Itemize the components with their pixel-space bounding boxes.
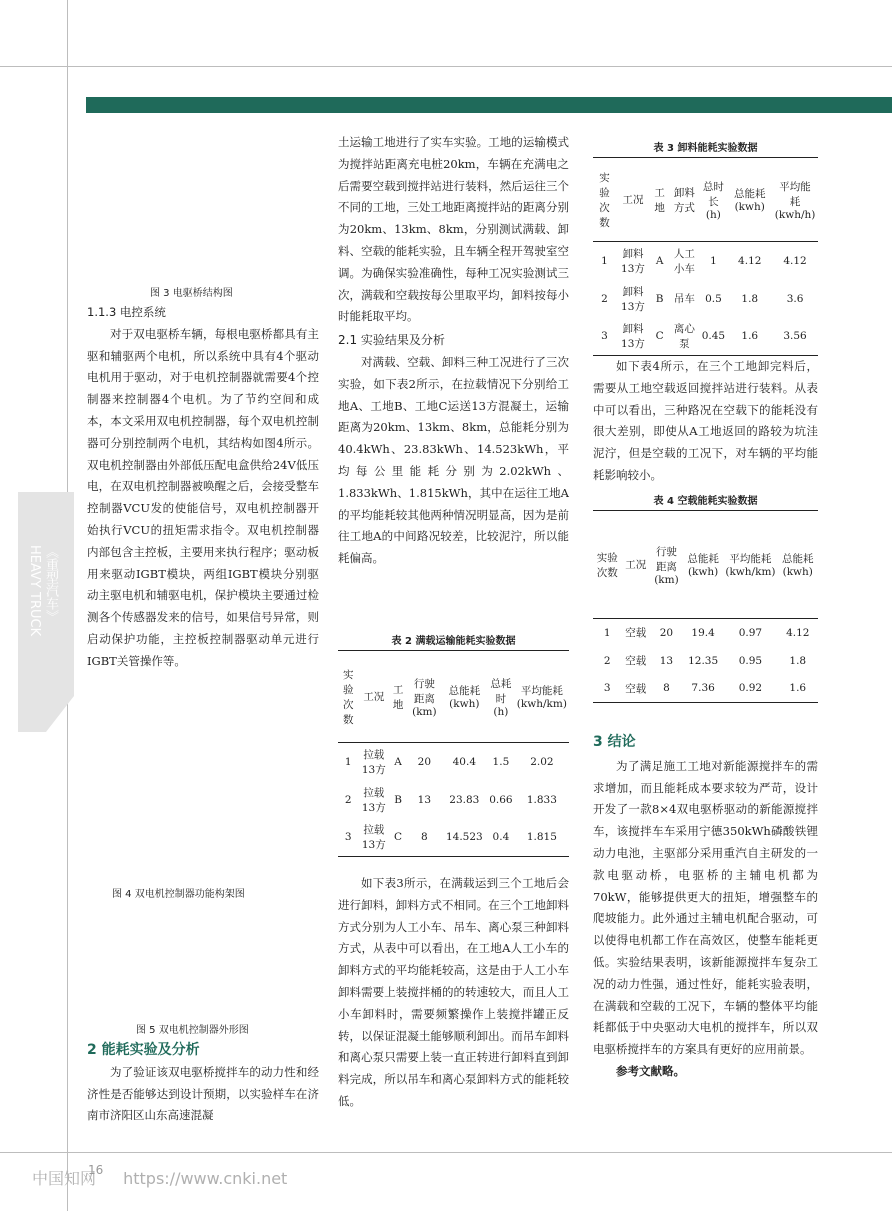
table-cell: 空载 xyxy=(625,655,647,667)
table-cell: 12.35 xyxy=(688,654,719,667)
table-cell: 4.12 xyxy=(783,254,807,267)
table-cell: 0.95 xyxy=(738,654,763,667)
cnki-url[interactable]: https://www.cnki.net xyxy=(123,1169,288,1188)
paragraph: 对满载、空载、卸料三种工况进行了三次实验，如下表2所示，在拉载情况下分别给工地A、工地B、工地C运送13方混凝土，运输距离为20km、13km、8km，总能耗分别为40.4kWh、23.83kWh、14.523kWh，平均每公里能耗分别为2.02kWh、1.833kWh、1.815kWh，其中在运往工地A的平均能耗较其他两种情况明显高，因为是前往工地A的中间路况较差，比较泥泞，所以能耗偏高。 xyxy=(338,354,569,566)
journal-side-title xyxy=(24,545,58,685)
table-cell: 2 xyxy=(601,292,608,305)
table-cell: 8 xyxy=(421,831,428,844)
table-cell: 20 xyxy=(659,626,674,639)
table-2-caption: 表 2 满载运输能耗实验数据 xyxy=(391,636,516,647)
table-cell: 23.83 xyxy=(449,793,480,806)
table-cell: A xyxy=(655,254,664,267)
table-header-cell: 平均能耗(kwh/h) xyxy=(774,180,816,221)
table-cell: 3 xyxy=(601,330,608,343)
table-row xyxy=(338,819,569,857)
table-cell: 1.833 xyxy=(526,793,557,806)
table-cell: 4.12 xyxy=(738,254,762,267)
table-cell: 0.92 xyxy=(738,682,763,695)
table-cell: 7.36 xyxy=(691,682,715,695)
table-header-cell: 实验次数 xyxy=(343,668,354,726)
table-cell: 拉载13方 xyxy=(361,748,386,776)
table-header-cell: 总耗时(h) xyxy=(490,677,512,718)
column-1-upper xyxy=(87,302,319,673)
table-cell: 4.12 xyxy=(786,626,810,639)
table-cell: 3 xyxy=(603,682,611,695)
table-cell: 1.815 xyxy=(526,831,557,844)
paragraph: 为了验证该双电驱桥搅拌车的动力性和经济性是否能够达到设计预期，以实验样车在济南市济阳区山东高速混凝 xyxy=(87,1064,319,1123)
table-header-cell: 工况 xyxy=(622,194,644,206)
paragraph: 如下表3所示，在满载运到三个工地后会进行卸料，卸料方式不相同。在三个工地卸料方式分别为人工小车、吊车、离心泵三种卸料方式，从表中可以看出，在工地A人工小车的卸料方式的平均能耗较高，这是由于人工小车卸料需要上装搅拌桶的的转速较大，而且人工小车卸料时，需要频繁操作上装搅拌罐正反转，以保证混凝土能够顺利卸出。而吊车卸料和离心泵只需要上装一直正转进行卸料直到卸料完成，所以吊车和离心泵卸料方式的能耗较低。 xyxy=(338,876,569,1108)
table-row xyxy=(338,743,569,781)
table-header-cell: 工地 xyxy=(392,683,404,711)
table-cell: 卸料13方 xyxy=(621,323,645,351)
table-cell: 3.56 xyxy=(783,330,807,343)
table-cell: 1 xyxy=(601,254,608,267)
bottom-rule xyxy=(0,1152,892,1153)
table-2 xyxy=(338,650,569,857)
table-row xyxy=(593,619,818,647)
table-4-caption: 表 4 空载能耗实验数据 xyxy=(653,496,758,507)
header-band xyxy=(86,97,892,113)
paragraph: 土运输工地进行了实车实验。工地的运输模式为搅拌站距离充电桩20km，车辆在充满电之后需要空载到搅拌站进行装料，然后运往三个不同的工地，三处工地距离搅拌站的距离分别为20km、13km、8km，分别测试满载、卸料、空载的能耗实验，且车辆全程开驾驶室空调。为确保实验准确性，每种工况实验测试三次，满载和空载按每公里取平均，卸料按每小时能耗取平均。 xyxy=(338,135,569,324)
table-cell: 0.45 xyxy=(701,330,726,343)
table-cell: 1 xyxy=(603,626,611,639)
section-1-1-3-heading: 1.1.3 电控系统 xyxy=(87,305,166,319)
paragraph: 对于双电驱桥车辆，每根电驱桥都具有主驱和辅驱两个电机，所以系统中具有4个驱动电机用于驱动，对于电机控制器就需要4个控制器来控制器4个电机。为了节约空间和成本，本文采用双电机控制器，每个双电机控制器可分别控制两个电机，其结构如图4所示。双电机控制器由外部低压配电盒供给24V低压电，在双电机控制器被唤醒之后，会接受整车控制器VCU发的使能信号，双电机控制器开始执行VCU的扭矩需求指令。双电机控制器内部包含主控板，主要用来执行程序；驱动板用来驱动IGBT模块，两组IGBT模块分别驱动主驱电机和辅驱电机，保护模块主要通过检测各个传感器发来的信号，如果信号异常，则启动保护功能，主控板控制器驱动单元进行IGBT关管操作等。 xyxy=(87,326,319,668)
table-cell: 19.4 xyxy=(691,626,715,639)
table-cell: 0.5 xyxy=(705,292,722,305)
table-cell: 拉载13方 xyxy=(361,824,386,852)
column-3-upper xyxy=(593,356,818,487)
table-cell: 1.5 xyxy=(492,755,510,768)
top-rule xyxy=(0,66,892,67)
table-header-cell: 总能耗(kwh) xyxy=(733,188,766,213)
section-2-heading: 2 能耗实验及分析 xyxy=(87,1042,200,1058)
table-row xyxy=(338,781,569,819)
table-header-cell: 工地 xyxy=(654,186,665,214)
table-cell: 1 xyxy=(344,755,352,768)
table-cell: C xyxy=(394,831,403,844)
table-header-cell: 工况 xyxy=(363,691,385,703)
table-header-cell: 总能耗(kwh) xyxy=(448,685,481,710)
figure-3-caption: 图 3 电驱桥结构图 xyxy=(150,288,233,299)
table-cell: 2 xyxy=(344,793,352,806)
column-2-lower xyxy=(338,873,569,1113)
table-3-caption: 表 3 卸料能耗实验数据 xyxy=(653,143,758,154)
table-cell: 1.6 xyxy=(741,330,759,343)
table-header-cell: 行驶距离(km) xyxy=(654,545,679,586)
table-cell: 1.8 xyxy=(741,292,759,305)
figure-4-caption: 图 4 双电机控制器功能构架图 xyxy=(112,889,245,900)
section-2-1-heading: 2.1 实验结果及分析 xyxy=(338,333,445,348)
table-row xyxy=(593,318,818,356)
table-cell: 吊车 xyxy=(673,293,695,305)
table-header-cell: 实验次数 xyxy=(596,551,618,579)
table-cell: 14.523 xyxy=(445,831,483,844)
footer xyxy=(32,1166,287,1189)
table-cell: 13 xyxy=(417,793,432,806)
table-row xyxy=(593,647,818,675)
table-cell: 空载 xyxy=(625,627,647,640)
column-1-lower xyxy=(87,1040,319,1127)
table-header-cell: 总能耗(kwh) xyxy=(782,553,814,578)
table-cell: 离心泵 xyxy=(673,323,695,351)
table-cell: 20 xyxy=(417,755,432,768)
table-cell: 3 xyxy=(344,831,352,844)
column-2-upper xyxy=(338,132,569,570)
table-cell: 2 xyxy=(603,654,611,667)
journal-title-en: HEAVY TRUCK xyxy=(27,545,42,637)
table-cell: 人工小车 xyxy=(673,247,695,275)
table-cell: B xyxy=(655,292,664,305)
table-row xyxy=(593,675,818,703)
table-cell: C xyxy=(655,330,664,343)
table-header-cell: 总能耗(kwh) xyxy=(687,553,719,578)
table-header-cell: 平均能耗(kwh/km) xyxy=(516,685,567,710)
table-cell: B xyxy=(394,793,402,806)
table-cell: 1.8 xyxy=(789,654,807,667)
journal-title-cn: 《重型汽车》 xyxy=(43,545,58,623)
table-cell: 空载 xyxy=(625,682,647,695)
table-row xyxy=(593,280,818,318)
cnki-logo: 中国知网 xyxy=(32,1169,97,1188)
table-cell: 3.6 xyxy=(786,292,804,305)
column-3-lower xyxy=(593,732,818,1083)
table-header-cell: 行驶距离(km) xyxy=(412,677,437,718)
table-header-cell: 总时长(h) xyxy=(702,180,724,221)
table-cell: 8 xyxy=(663,682,670,695)
table-cell: 40.4 xyxy=(452,755,477,768)
table-4 xyxy=(593,510,818,703)
section-3-heading: 3 结论 xyxy=(593,734,636,750)
paragraph: 为了满足施工工地对新能源搅拌车的需求增加，而且能耗成本要求较为严苛，设计开发了一款8×4双电驱桥驱动的新能源搅拌车，该搅拌车车采用宁德350kWh磷酸铁锂动力电池，主驱部分采用重汽自主研发的一款电驱动桥，电驱桥的主辅电机都为70kW，能够提供更大的扭矩，增强整车的爬坡能力。此外通过主辅电机配合驱动，可以使得电机都工作在高效区，使整车能耗更低。实验结果表明，该新能源搅拌车复杂工况的动力性强，通过性好，能耗实验表明，在满载和空载的工况下，车辆的整体平均能耗都低于中央驱动大电机的搅拌车，所以双电驱桥搅拌车的方案具有更好的应用前景。 xyxy=(593,758,818,1057)
table-cell: 拉载13方 xyxy=(361,786,386,814)
paragraph: 如下表4所示，在三个工地卸完料后，需要从工地空载返回搅拌站进行装料。从表中可以看出，三种路况在空载下的能耗没有很大差别，即使从A工地返回的路较为坑洼泥泞，但是空载的工况下，对车辆的平均能耗影响较小。 xyxy=(593,359,818,482)
table-cell: 1 xyxy=(710,254,717,267)
figure-5-caption: 图 5 双电机控制器外形图 xyxy=(136,1025,249,1036)
table-cell: 0.97 xyxy=(738,626,763,639)
table-cell: 13 xyxy=(659,654,674,667)
table-cell: 卸料13方 xyxy=(621,285,645,313)
table-cell: 0.66 xyxy=(489,793,513,806)
references-note: 参考文献略。 xyxy=(616,1063,685,1078)
table-header-cell: 工况 xyxy=(625,559,647,571)
table-cell: A xyxy=(394,755,402,768)
table-header-cell: 卸料方式 xyxy=(673,186,695,214)
page-number: 16 xyxy=(88,1163,104,1177)
table-row xyxy=(593,242,818,280)
table-cell: 卸料13方 xyxy=(621,247,645,275)
table-cell: 1.6 xyxy=(789,682,807,695)
table-cell: 2.02 xyxy=(530,755,554,768)
table-3 xyxy=(593,157,818,356)
table-header-cell: 平均能耗(kwh/km) xyxy=(725,553,776,578)
table-cell: 0.4 xyxy=(492,831,510,844)
table-header-cell: 实验次数 xyxy=(599,171,610,229)
